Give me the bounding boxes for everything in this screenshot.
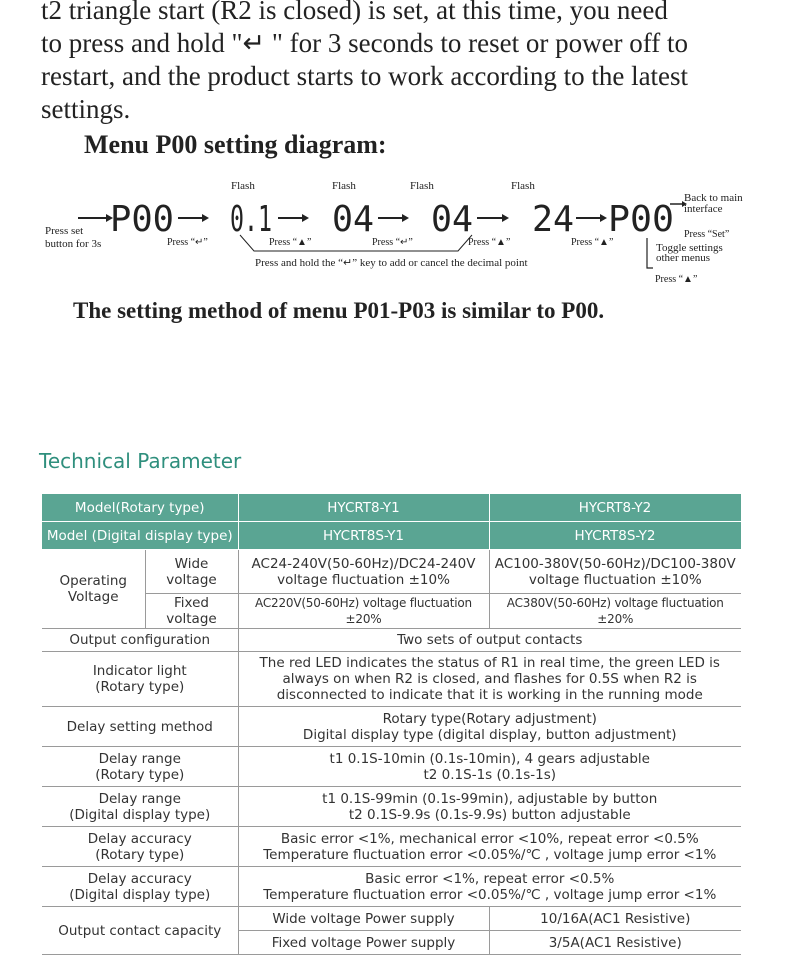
cell-line: Digital display type (digital display, button adjustment)	[302, 726, 677, 743]
cell-line: t2 0.1S-9.9s (0.1s-9.9s) button adjustable	[348, 806, 631, 823]
cell-line: (Digital display type)	[69, 886, 211, 903]
table-header-cell: Model (Digital display type)	[42, 522, 238, 550]
table-header-cell: Model(Rotary type)	[42, 494, 238, 522]
display-p00: P00	[110, 199, 174, 240]
table-cell	[238, 707, 741, 747]
toggle-note: other menus	[656, 252, 711, 264]
back-note: Back to main	[684, 192, 743, 204]
table-header-cell: HYCRT8S-Y2	[489, 522, 741, 550]
cell-line: voltage fluctuation ±10%	[277, 571, 450, 588]
table-cell: Fixed voltage	[145, 594, 238, 629]
cell-line: Basic error <1%, mechanical error <10%, repeat error <0.5%	[280, 830, 699, 847]
back-note: interface	[684, 203, 723, 215]
intro-line: settings.	[41, 94, 131, 124]
cell-line: t1 0.1S-99min (0.1s-99min), adjustable by button	[322, 790, 658, 807]
table-cell: Wide voltage	[145, 550, 238, 594]
technical-parameter-table	[42, 494, 742, 955]
start-note: button for 3s	[45, 238, 102, 250]
cell-line: (Digital display type)	[69, 806, 211, 823]
start-note: Press set	[45, 225, 84, 237]
cell-line: Basic error <1%, repeat error <0.5%	[365, 870, 615, 887]
table-row	[42, 522, 741, 550]
menu-setting-diagram	[40, 172, 760, 290]
menu-diagram-title: Menu P00 setting diagram:	[84, 130, 387, 159]
display-value: 24	[532, 199, 574, 240]
display-value: 04	[431, 199, 473, 240]
table-row	[42, 550, 741, 594]
table-cell: Output configuration	[42, 629, 238, 652]
table-cell	[238, 747, 741, 787]
table-cell	[42, 747, 238, 787]
table-cell: Fixed voltage Power supply	[238, 931, 489, 955]
table-row	[42, 827, 741, 867]
table-cell: Delay setting method	[42, 707, 238, 747]
table-cell	[42, 787, 238, 827]
table-row	[42, 494, 741, 522]
cell-line: AC24-240V(50-60Hz)/DC24-240V	[251, 555, 476, 572]
table-header-cell: HYCRT8S-Y1	[238, 522, 489, 550]
cell-line: Delay accuracy	[87, 830, 192, 847]
intro-line: t2 triangle start (R2 is closed) is set, at this time, you need	[41, 0, 668, 25]
table-cell: 10/16A(AC1 Resistive)	[489, 907, 741, 931]
cell-line: Temperature fluctuation error <0.05%/℃ , voltage jump error <1%	[263, 886, 717, 903]
cell-line: Rotary type(Rotary adjustment)	[382, 710, 597, 727]
table-cell	[42, 827, 238, 867]
table-cell	[238, 867, 741, 907]
cell-line: Delay range	[98, 790, 181, 807]
cell-line: t1 0.1S-10min (0.1s-10min), 4 gears adjustable	[329, 750, 650, 767]
intro-line: restart, and the product starts to work according to the latest	[41, 61, 689, 91]
press-up-note: Press “▲”	[468, 237, 511, 248]
table-row	[42, 867, 741, 907]
table-row	[42, 747, 741, 787]
table-row	[42, 629, 741, 652]
flash-label: Flash	[231, 180, 255, 192]
press-enter-note: Press “↵”	[372, 237, 413, 248]
cell-line: (Rotary type)	[95, 679, 185, 695]
table-row	[42, 787, 741, 827]
similar-note: The setting method of menu P01-P03 is similar to P00.	[73, 298, 605, 323]
decimal-note: Press and hold the “↵” key to add or cancel the decimal point	[255, 257, 528, 269]
table-header-cell: HYCRT8-Y2	[489, 494, 741, 522]
table-cell: Output contact capacity	[42, 907, 238, 955]
table-row	[42, 652, 741, 707]
table-cell: Two sets of output contacts	[238, 629, 741, 652]
press-enter-note: Press “↵”	[167, 237, 208, 248]
intro-line: to press and hold "↵ " for 3 seconds to reset or power off to	[41, 28, 689, 58]
cell-line: Temperature fluctuation error <0.05%/℃ , voltage jump error <1%	[263, 846, 717, 863]
cell-line: Delay range	[98, 750, 181, 767]
cell-line: t2 0.1S-1s (0.1s-1s)	[423, 766, 557, 783]
table-row	[42, 907, 741, 931]
table-cell	[238, 550, 489, 594]
table-cell: AC220V(50-60Hz) voltage fluctuation ±20%	[238, 594, 489, 629]
cell-line: Indicator light	[92, 663, 187, 679]
table-cell	[42, 867, 238, 907]
table-cell: The red LED indicates the status of R1 in real time, the green LED is always on when R2 is closed, and flashes for 0.5S when R2 is disconnected to indicate that it is working in the running mode	[238, 652, 741, 707]
table-cell	[238, 827, 741, 867]
table-row	[42, 707, 741, 747]
table-cell: Wide voltage Power supply	[238, 907, 489, 931]
intro-paragraph	[41, 0, 761, 126]
toggle-note: Toggle settings	[656, 242, 723, 254]
table-cell	[238, 787, 741, 827]
press-up-note: Press “▲”	[571, 237, 614, 248]
press-up-note: Press “▲”	[655, 274, 698, 285]
press-set-note: Press “Set”	[684, 229, 730, 240]
cell-line: (Rotary type)	[95, 766, 185, 783]
section-title: Technical Parameter	[39, 449, 242, 473]
cell-line: voltage fluctuation ±10%	[528, 571, 702, 588]
flash-label: Flash	[511, 180, 535, 192]
press-up-note: Press “▲”	[269, 237, 312, 248]
table-header-cell: HYCRT8-Y1	[238, 494, 489, 522]
flash-label: Flash	[332, 180, 356, 192]
table-cell: Operating Voltage	[42, 550, 145, 629]
table-cell	[489, 550, 741, 594]
cell-line: AC100-380V(50-60Hz)/DC100-380V	[494, 555, 736, 572]
display-value: 04	[332, 199, 374, 240]
table-cell: 3/5A(AC1 Resistive)	[489, 931, 741, 955]
display-p00: P00	[608, 199, 674, 240]
display-value: 0.1	[230, 199, 272, 240]
table-cell	[42, 652, 238, 707]
cell-line: Delay accuracy	[87, 870, 192, 887]
flash-label: Flash	[410, 180, 434, 192]
table-row	[42, 594, 741, 629]
cell-line: (Rotary type)	[95, 846, 185, 863]
table-cell: AC380V(50-60Hz) voltage fluctuation ±20%	[489, 594, 741, 629]
